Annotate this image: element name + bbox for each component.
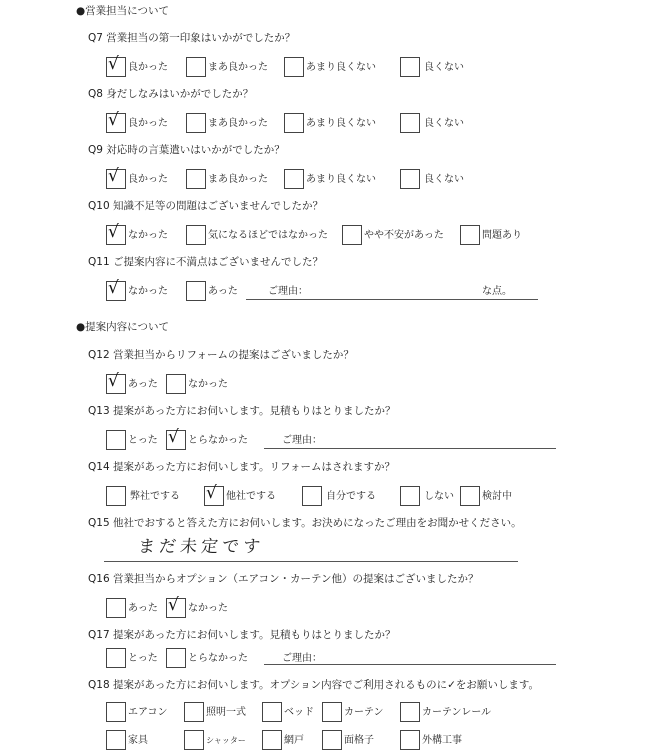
question-q8: Q8 身だしなみはいかがでしたか？ [88,88,254,100]
q18-checkbox-aircon[interactable] [106,702,126,722]
q9-label-good: 良かった [128,174,168,185]
q9-checkbox-good[interactable] [106,166,126,189]
q8-label-not-so-good: あまり良くない [306,118,376,129]
q14-checkbox-other-company[interactable] [204,483,224,506]
q13-reason-line[interactable] [264,448,556,449]
q17-reason-line[interactable] [264,664,556,665]
q8-checkbox-not-so-good[interactable] [284,113,304,133]
q12-checkbox-yes[interactable] [106,371,126,394]
q9-checkbox-fairly-good[interactable] [186,169,206,189]
q10-label-none: なかった [128,230,168,241]
q10-checkbox-minor[interactable] [186,225,206,245]
q9-checkbox-bad[interactable] [400,169,420,189]
q16-label-no: なかった [188,603,228,614]
q16-checkbox-no[interactable] [166,595,186,618]
q11-checkbox-none[interactable] [106,278,126,301]
q7-label-fairly-good: まあ良かった [208,62,268,73]
question-q11: Q11 ご提案内容に不満点はございませんでした？ [88,256,323,268]
q10-label-somewhat-worried: やや不安があった [364,230,444,241]
q18-label-screen-door: 網戸 [284,735,304,746]
q18-label-bed: ベッド [284,707,314,718]
q14-checkbox-self[interactable] [302,486,322,506]
q11-reason-label: ご理由： [268,286,308,297]
q14-label-other-company: 他社でする [226,491,276,502]
q14-label-considering: 検討中 [482,491,512,502]
section-heading-sales: ●営業担当について [76,5,169,17]
q9-label-bad: 良くない [424,174,464,185]
q7-checkbox-bad[interactable] [400,57,420,77]
question-q18: Q18 提案があった方にお伺いします。オプション内容でご利用されるものに✓をお願いします。 [88,679,540,691]
q8-checkbox-good[interactable] [106,110,126,133]
q8-checkbox-bad[interactable] [400,113,420,133]
check-mark-icon: √ [108,278,119,298]
question-q10: Q10 知識不足等の問題はございませんでしたか？ [88,200,323,212]
q8-label-fairly-good: まあ良かった [208,118,268,129]
q15-handwritten-answer: まだ未定です [137,537,266,557]
q7-label-good: 良かった [128,62,168,73]
q14-checkbox-our-company[interactable] [106,486,126,506]
q7-label-not-so-good: あまり良くない [306,62,376,73]
q8-label-good: 良かった [128,118,168,129]
q7-label-bad: 良くない [424,62,464,73]
q11-checkbox-yes[interactable] [186,281,206,301]
q10-checkbox-none[interactable] [106,222,126,245]
q18-label-curtain: カーテン [344,707,384,718]
q18-checkbox-exterior-work[interactable] [400,730,420,750]
q17-checkbox-did-not-take[interactable] [166,648,186,668]
q7-checkbox-good[interactable] [106,54,126,77]
check-mark-icon: √ [206,483,217,503]
check-mark-icon: √ [108,110,119,130]
q18-checkbox-curtain[interactable] [322,702,342,722]
q18-checkbox-screen-door[interactable] [262,730,282,750]
check-mark-icon: √ [108,54,119,74]
question-q15: Q15 他社でおすると答えた方にお伺いします。お決めになったご理由をお聞かせください。 [88,517,522,529]
q13-checkbox-did-not-take[interactable] [166,427,186,450]
q10-label-minor: 気になるほどではなかった [208,230,328,241]
q10-label-problem: 問題あり [482,230,522,241]
q14-checkbox-no[interactable] [400,486,420,506]
q11-reason-suffix: な点。 [482,286,512,297]
q18-checkbox-shutter[interactable] [184,730,204,750]
q8-checkbox-fairly-good[interactable] [186,113,206,133]
q13-reason-label: ご理由： [282,435,322,446]
question-q9: Q9 対応時の言葉遣いはいかがでしたか？ [88,144,285,156]
check-mark-icon: √ [168,595,179,615]
q17-label-did-not-take: とらなかった [188,653,248,664]
question-q13: Q13 提案があった方にお伺いします。見積もりはとりましたか？ [88,405,396,417]
q18-checkbox-bed[interactable] [262,702,282,722]
check-mark-icon: √ [168,427,179,447]
q18-label-furniture: 家具 [128,735,148,746]
q18-checkbox-lighting[interactable] [184,702,204,722]
q17-checkbox-took[interactable] [106,648,126,668]
q18-checkbox-curtain-rail[interactable] [400,702,420,722]
q10-checkbox-somewhat-worried[interactable] [342,225,362,245]
q13-label-did-not-take: とらなかった [188,435,248,446]
q11-reason-line[interactable] [246,299,538,300]
question-q17: Q17 提案があった方にお伺いします。見積もりはとりましたか？ [88,629,396,641]
question-q16: Q16 営業担当からオプション（エアコン・カーテン他）の提案はございましたか？ [88,573,479,585]
q16-checkbox-yes[interactable] [106,598,126,618]
q16-label-yes: あった [128,603,158,614]
q14-checkbox-considering[interactable] [460,486,480,506]
q17-label-took: とった [128,653,158,664]
q13-label-took: とった [128,435,158,446]
q14-label-no: しない [424,491,454,502]
question-q7: Q7 営業担当の第一印象はいかがでしたか？ [88,32,296,44]
q7-checkbox-not-so-good[interactable] [284,57,304,77]
q7-checkbox-fairly-good[interactable] [186,57,206,77]
q12-checkbox-no[interactable] [166,374,186,394]
check-mark-icon: √ [108,371,119,391]
question-q12: Q12 営業担当からリフォームの提案はございましたか？ [88,349,354,361]
q18-label-curtain-rail: カーテンレール [422,707,492,718]
question-q14: Q14 提案があった方にお伺いします。リフォームはされますか？ [88,461,395,473]
q15-answer-line[interactable] [104,561,518,562]
section-heading-proposal: ●提案内容について [76,321,169,333]
q12-label-no: なかった [188,379,228,390]
q14-label-our-company: 弊社でする [130,491,180,502]
q11-label-none: なかった [128,286,168,297]
q18-label-aircon: エアコン [128,707,168,718]
q9-label-not-so-good: あまり良くない [306,174,376,185]
check-mark-icon: √ [108,166,119,186]
q8-label-bad: 良くない [424,118,464,129]
q10-checkbox-problem[interactable] [460,225,480,245]
q18-checkbox-window-grille[interactable] [322,730,342,750]
q11-label-yes: あった [208,286,238,297]
q17-reason-label: ご理由： [282,653,322,664]
q18-label-shutter: シャッター [206,736,246,745]
q18-checkbox-furniture[interactable] [106,730,126,750]
q9-label-fairly-good: まあ良かった [208,174,268,185]
q18-label-exterior-work: 外構工事 [422,735,462,746]
q18-label-window-grille: 面格子 [344,735,374,746]
q12-label-yes: あった [128,379,158,390]
q13-checkbox-took[interactable] [106,430,126,450]
q18-label-lighting: 照明一式 [206,707,246,718]
q14-label-self: 自分でする [326,491,376,502]
check-mark-icon: √ [108,222,119,242]
q9-checkbox-not-so-good[interactable] [284,169,304,189]
